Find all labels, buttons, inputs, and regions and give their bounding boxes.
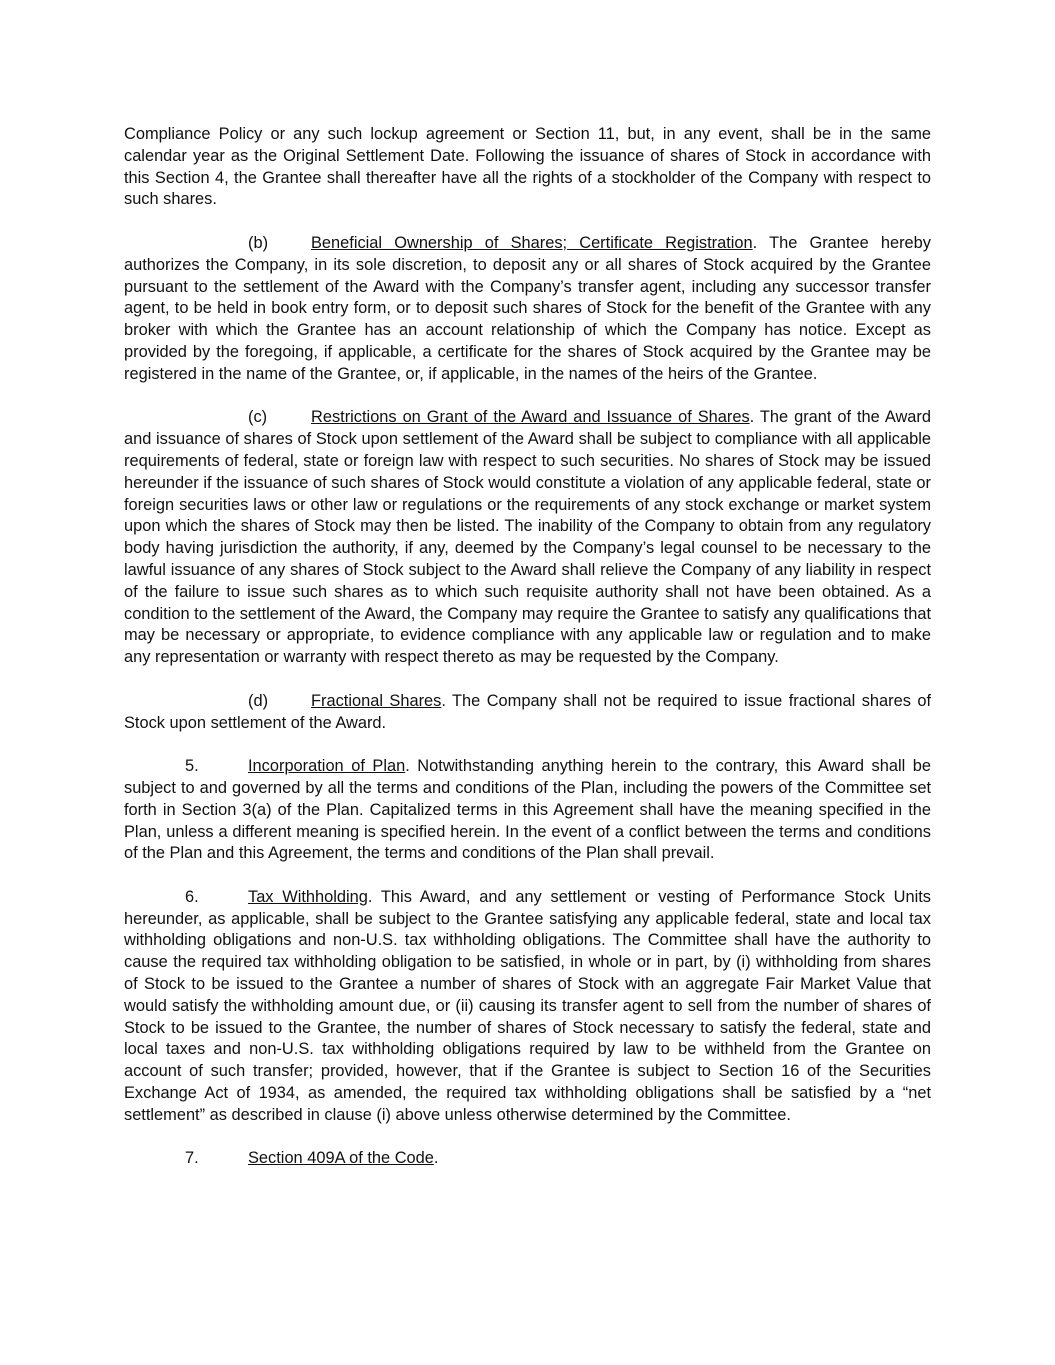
section-6-body: . This Award, and any settlement or vesting of Performance Stock Units hereunder, as applicable, shall be subject to the Grantee satisfying any applicable federal, state and local tax withholding obligations and non-U.S. tax withholding obligations. The Committee shall have the authority to cause the required tax withholding obligation to be satisfied, in whole or in part, by (i) withholding from shares of Stock to be issued to the Grantee a number of shares of Stock with an aggregate Fair Market Value that would satisfy the withholding amount due, or (ii) causing its transfer agent to sell from the number of shares of Stock to be issued to the Grantee, the number of shares of Stock necessary to satisfy the federal, state and local taxes and non-U.S. tax withholding obligations required by law to be withheld from the Grantee on account of such transfer; provided, however, that if the Grantee is subject to Section 16 of the Securities Exchange Act of 1934, as amended, the required tax withholding obligations shall be satisfied by a “net settlement” as described in clause (i) above unless otherwise determined by the Committee. [124,887,931,1124]
section-b-label: (b) [248,233,269,252]
section-7-label: 7. [185,1149,199,1168]
section-c-heading: Restrictions on Grant of the Award and Issuance of Shares [311,408,750,427]
section-d-body: . The Company shall not be required to issue fractional shares of Stock upon settlement of the Award. [124,691,931,732]
section-5-label: 5. [185,757,199,776]
section-5-body: . Notwithstanding anything herein to the contrary, this Award shall be subject to and governed by all the terms and conditions of the Plan, including the powers of the Committee set forth in Section 3(a) of the Plan. Capitalized terms in this Agreement shall have the meaning specified in the Plan, unless a different meaning is specified herein. In the event of a conflict between the terms and conditions of the Plan and this Agreement, the terms and conditions of the Plan shall prevail. [124,757,931,863]
paragraph-section-6 [124,887,931,1127]
paragraph-section-b [124,233,931,386]
section-c-label: (c) [248,408,268,427]
document-page [124,124,931,1192]
section-5-heading: Incorporation of Plan [248,757,406,776]
section-7-body: . [433,1149,439,1168]
paragraph-section-5 [124,756,931,865]
section-d-heading: Fractional Shares [311,691,442,710]
section-c-body: . The grant of the Award and issuance of shares of Stock upon settlement of the Award shall be subject to compliance with all applicable requirements of federal, state or foreign law with respect to such securities. No shares of Stock may be issued hereunder if the issuance of such shares of Stock would constitute a violation of any applicable federal, state or foreign securities laws or other law or regulations or the requirements of any stock exchange or market system upon which the shares of Stock may then be listed. The inability of the Company to obtain from any regulatory body having jurisdiction the authority, if any, deemed by the Company’s legal counsel to be necessary to the lawful issuance of any shares of Stock subject to the Award shall relieve the Company of any liability in respect of the failure to issue such shares as to which such requisite authority shall not have been obtained. As a condition to the settlement of the Award, the Company may require the Grantee to satisfy any qualifications that may be necessary or appropriate, to evidence compliance with any applicable law or regulation and to make any representation or warranty with respect thereto as may be requested by the Company. [124,408,932,667]
paragraph-section-7 [124,1148,931,1170]
section-d-label: (d) [248,691,269,710]
section-b-heading: Beneficial Ownership of Shares; Certificate Registration [311,233,753,252]
paragraph-continuation [124,124,931,211]
section-6-label: 6. [185,887,199,906]
section-7-heading: Section 409A of the Code [248,1149,434,1168]
section-6-heading: Tax Withholding [248,887,368,906]
continuation-text: Compliance Policy or any such lockup agreement or Section 11, but, in any event, shall be in the same calendar year as the Original Settlement Date. Following the issuance of shares of Stock in accordance with this Section 4, the Grantee shall thereafter have all the rights of a stockholder of the Company with respect to such shares. [124,125,931,209]
section-b-body: . The Grantee hereby authorizes the Company, in its sole discretion, to deposit any or all shares of Stock acquired by the Grantee pursuant to the settlement of the Award with the Company’s transfer agent, including any successor transfer agent, to be held in book entry form, or to deposit such shares of Stock for the benefit of the Grantee with any broker with which the Grantee has an account relationship of which the Company has notice. Except as provided by the foregoing, if applicable, a certificate for the shares of Stock acquired by the Grantee may be registered in the name of the Grantee, or, if applicable, in the names of the heirs of the Grantee. [124,233,931,383]
paragraph-section-c [124,407,931,669]
paragraph-section-d [124,691,931,735]
